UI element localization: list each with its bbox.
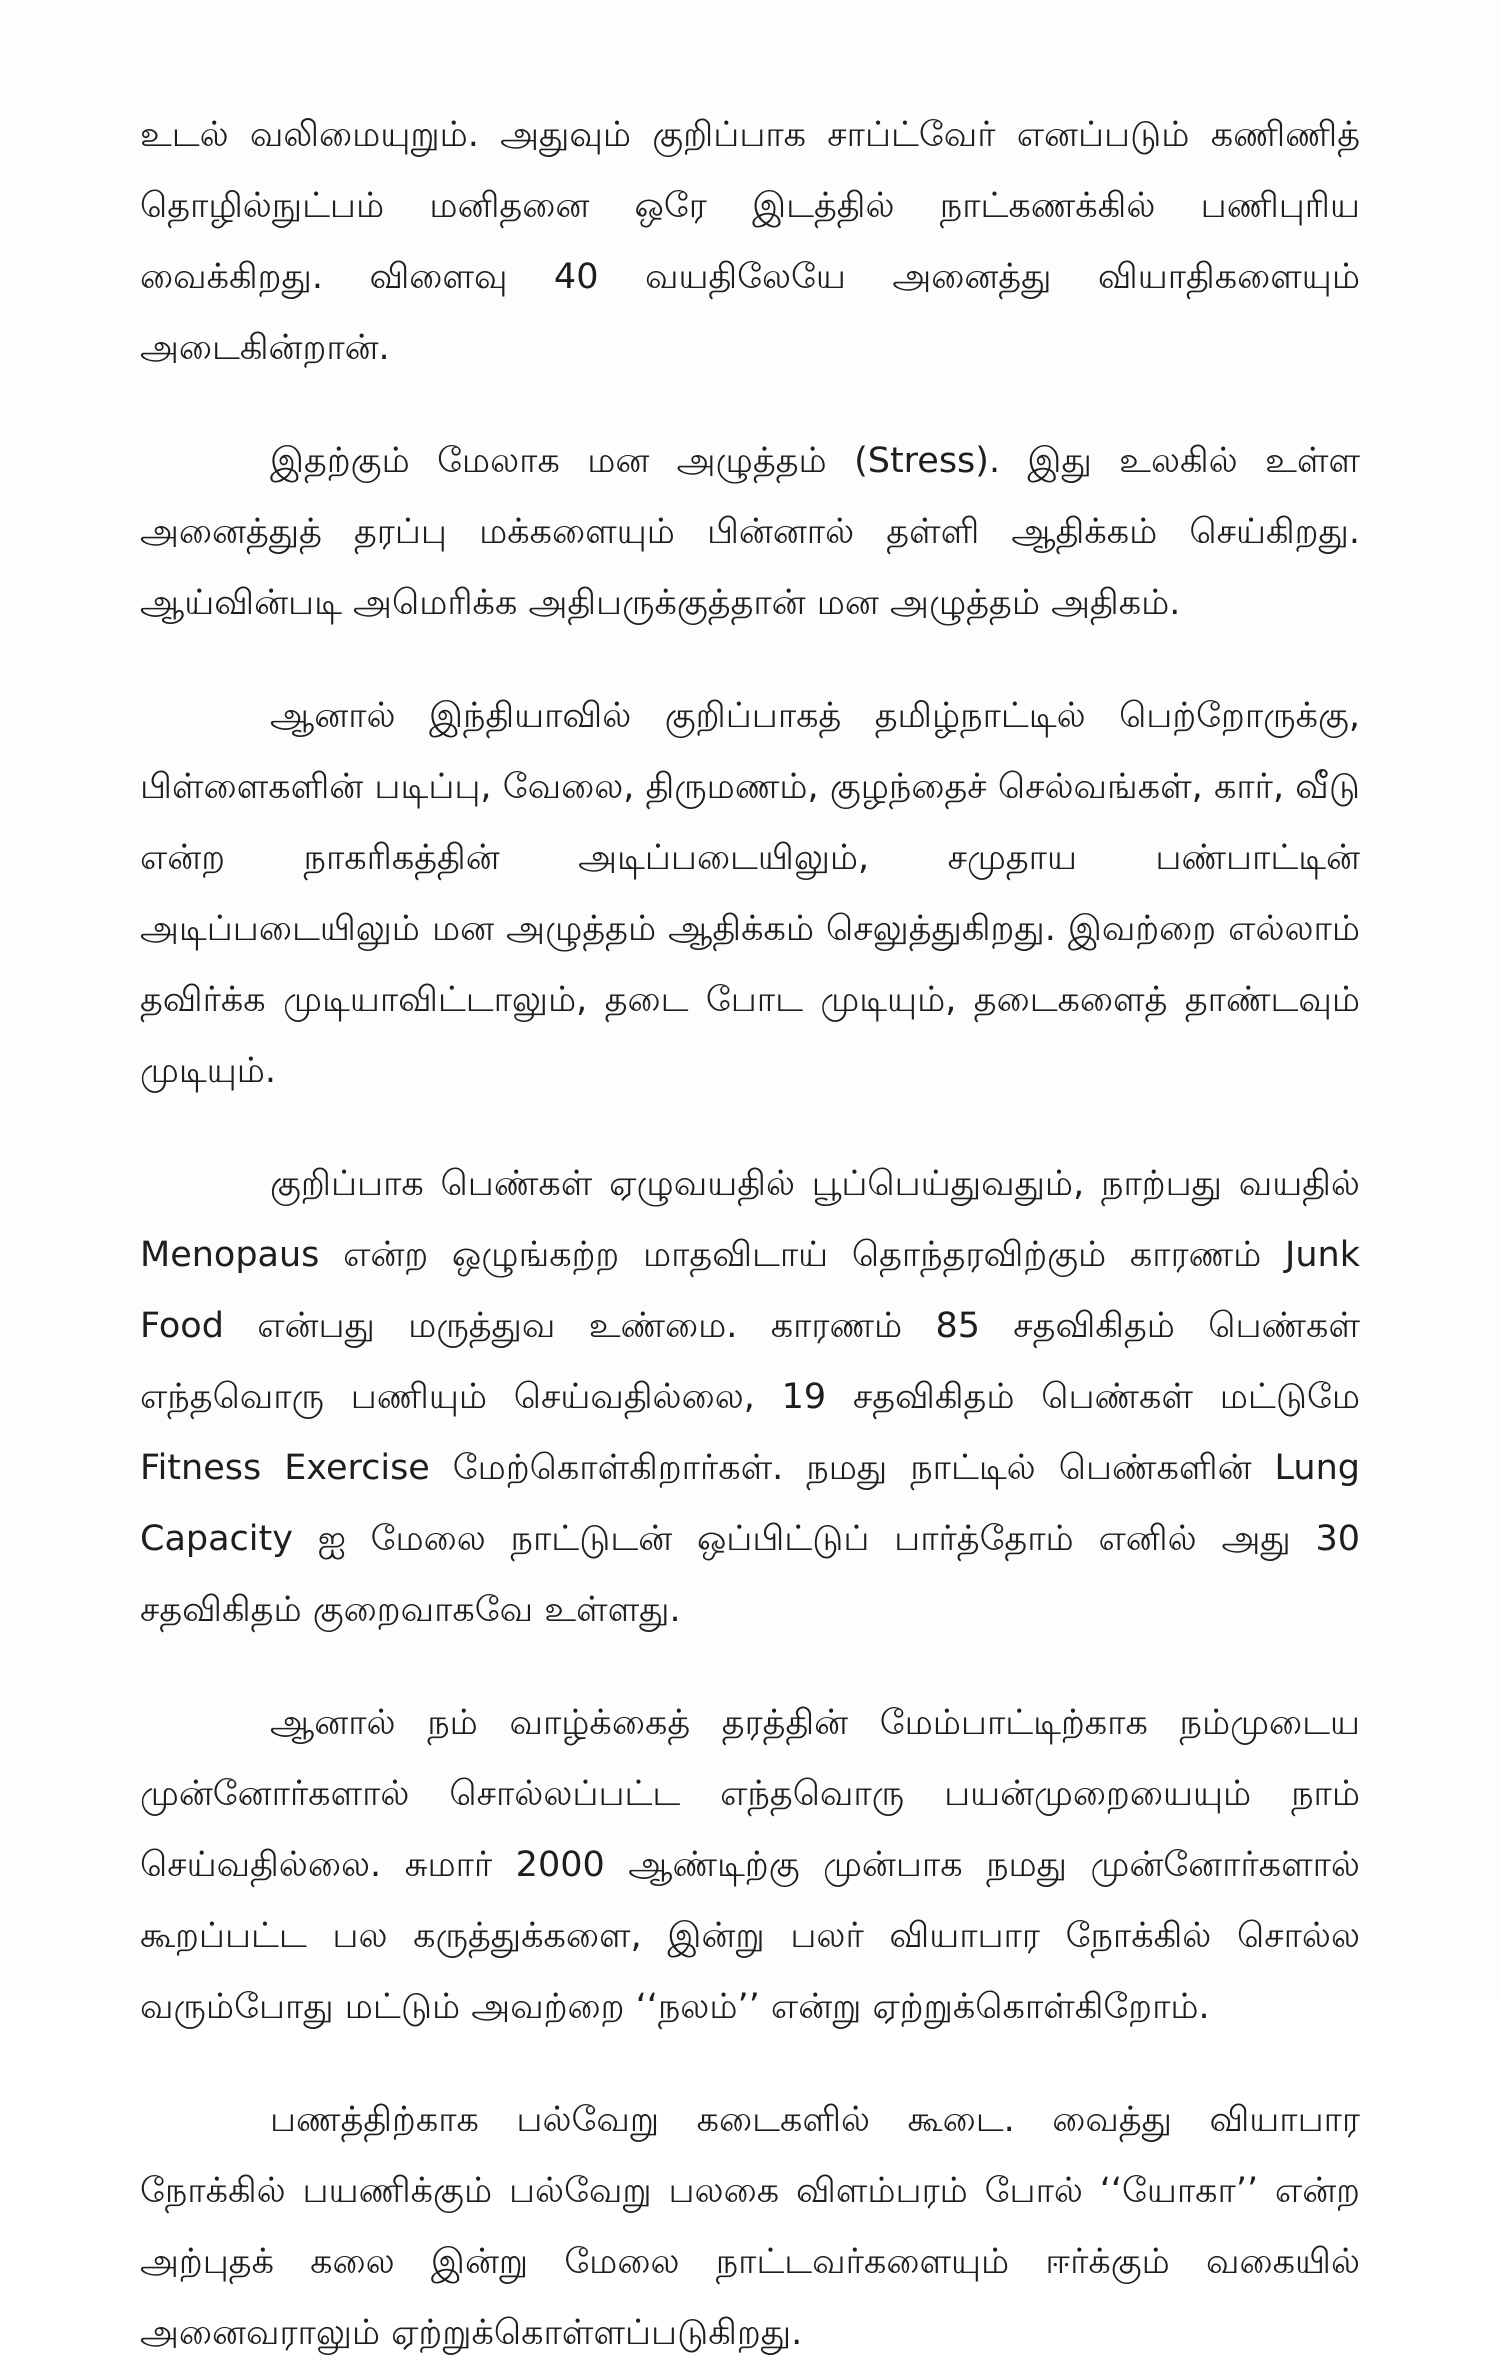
paragraph-ancestors-wisdom: ஆனால் நம் வாழ்க்கைத் தரத்தின் மேம்பாட்டிற்காக நம்முடைய முன்னோர்களால் சொல்லப்பட்ட எந்தவொரு பயன்முறையையும் நாம் செய்வதில்லை. சுமார் 2000 ஆண்டிற்கு முன்பாக நமது முன்னோர்களால் கூறப்பட்ட பல கருத்துக்களை, இன்று பலர் வியாபார நோக்கில் சொல்ல வரும்போது மட்டும் அவற்றை ‘‘நலம்’’ என்று ஏற்றுக்கொள்கிறோம். (140, 1703, 1360, 2027)
paragraph-stress: இதற்கும் மேலாக மன அழுத்தம் (Stress). இது உலகில் உள்ள அனைத்துத் தரப்பு மக்களையும் பின்னால் தள்ளி ஆதிக்கம் செய்கிறது. ஆய்வின்படி அமெரிக்க அதிபருக்குத்தான் மன அழுத்தம் அதிகம். (140, 441, 1360, 623)
paragraph-women-health: குறிப்பாக பெண்கள் ஏழுவயதில் பூப்பெய்துவதும், நாற்பது வயதில் Menopaus என்ற ஒழுங்கற்ற மாதவிடாய் தொந்தரவிற்கும் காரணம் Junk Food என்பது மருத்துவ உண்மை. காரணம் 85 சதவிகிதம் பெண்கள் எந்தவொரு பணியும் செய்வதில்லை, 19 சதவிகிதம் பெண்கள் மட்டுமே Fitness Exercise மேற்கொள்கிறார்கள். நமது நாட்டில் பெண்களின் Lung Capacity ஐ மேலை நாட்டுடன் ஒப்பிட்டுப் பார்த்தோம் எனில் அது 30 சதவிகிதம் குறைவாகவே உள்ளது. (140, 1164, 1360, 1630)
paragraph-parents-stress: ஆனால் இந்தியாவில் குறிப்பாகத் தமிழ்நாட்டில் பெற்றோருக்கு, பிள்ளைகளின் படிப்பு, வேலை, திருமணம், குழந்தைச் செல்வங்கள், கார், வீடு என்ற நாகரிகத்தின் அடிப்படையிலும், சமுதாய பண்பாட்டின் அடிப்படையிலும் மன அழுத்தம் ஆதிக்கம் செலுத்துகிறது. இவற்றை எல்லாம் தவிர்க்க முடியாவிட்டாலும், தடை போட முடியும், தடைகளைத் தாண்டவும் முடியும். (140, 696, 1360, 1091)
paragraph-yoga: பணத்திற்காக பல்வேறு கடைகளில் கூடை. வைத்து வியாபார நோக்கில் பயணிக்கும் பல்வேறு பலகை விளம்பரம் போல் ‘‘யோகா’’ என்ற அற்புதக் கலை இன்று மேலை நாட்டவர்களையும் ஈர்க்கும் வகையில் அனைவராலும் ஏற்றுக்கொள்ளப்படுகிறது. (140, 2100, 1360, 2353)
paragraph-software-health: உடல் வலிமையுறும். அதுவும் குறிப்பாக சாப்ட்வேர் எனப்படும் கணிணித் தொழில்நுட்பம் மனிதனை ஒரே இடத்தில் நாட்கணக்கில் பணிபுரிய வைக்கிறது. விளைவு 40 வயதிலேயே அனைத்து வியாதிகளையும் அடைகின்றான். (140, 115, 1360, 368)
